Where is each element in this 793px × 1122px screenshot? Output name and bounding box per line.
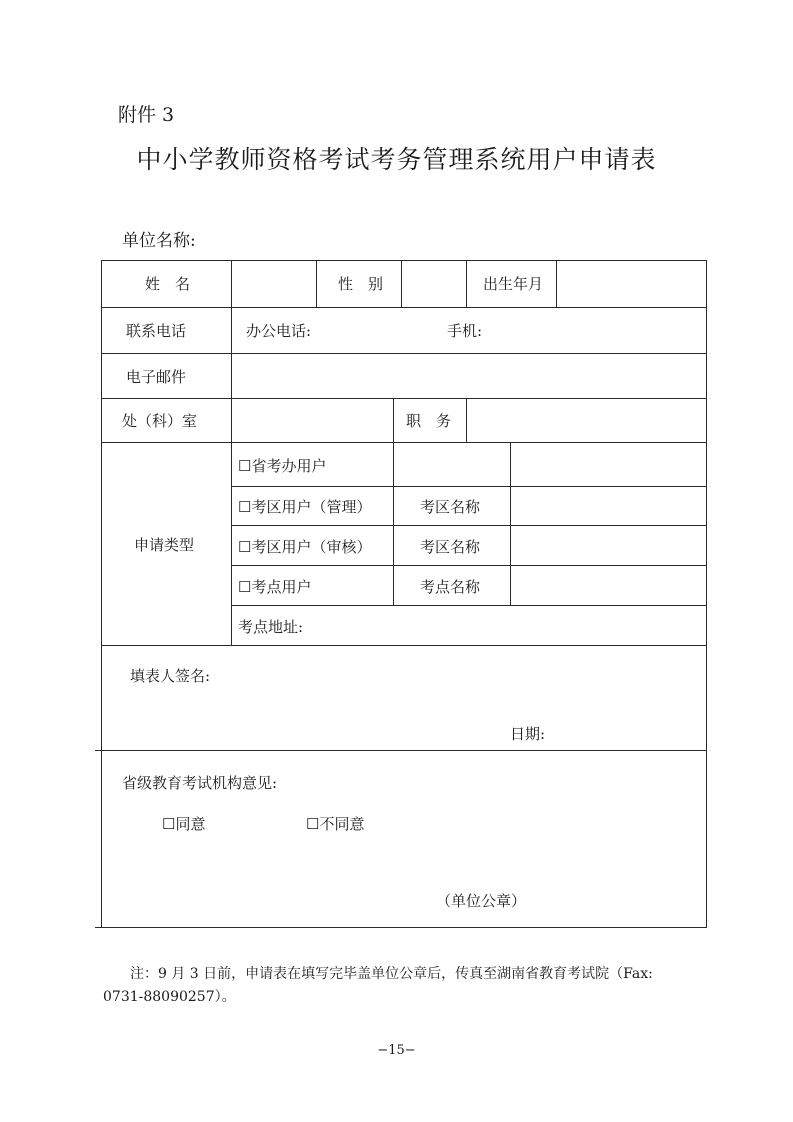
position-label: 职 务: [406, 412, 452, 430]
row-divider: [231, 605, 707, 606]
application-type-label: 申请类型: [134, 536, 195, 554]
unit-name-label: 单位名称:: [122, 231, 196, 251]
footnote: 注：9 月 3 日前，申请表在填写完毕盖单位公章后，传真至湖南省教育考试院（Fax:: [130, 966, 653, 982]
gender-label: 性 别: [338, 275, 384, 293]
row-divider: [231, 565, 707, 566]
contact-phone-label: 联系电话: [126, 322, 187, 340]
date-label: 日期:: [510, 725, 546, 743]
filler-signature-label: 填表人签名:: [130, 667, 211, 685]
footnote-fax: 0731-88090257）。: [103, 989, 236, 1005]
district-audit-checkbox[interactable]: ☐考区用户（审核）: [238, 538, 372, 556]
district-admin-checkbox[interactable]: ☐考区用户（管理）: [238, 498, 372, 516]
col-divider: [401, 260, 402, 307]
disagree-checkbox[interactable]: ☐不同意: [306, 815, 365, 833]
row-divider: [101, 353, 707, 354]
department-label: 处（科）室: [122, 412, 198, 430]
table-border-top: [101, 260, 707, 261]
row-divider: [101, 398, 707, 399]
table-border-left: [101, 260, 102, 928]
province-user-checkbox[interactable]: ☐省考办用户: [238, 457, 327, 475]
col-divider: [466, 398, 467, 442]
agree-checkbox[interactable]: ☐同意: [162, 815, 206, 833]
email-label: 电子邮件: [126, 368, 187, 386]
site-address-label: 考点地址:: [238, 618, 304, 636]
name-label: 姓 名: [145, 275, 191, 293]
mobile-label: 手机:: [447, 322, 483, 340]
row-divider: [101, 307, 707, 308]
attachment-label: 附件 3: [118, 104, 175, 126]
col-divider: [231, 260, 232, 645]
table-border-right: [706, 260, 707, 928]
district-name-label: 考区名称: [420, 498, 481, 516]
form-title: 中小学教师资格考试考务管理系统用户申请表: [136, 145, 657, 174]
table-border-bottom: [95, 927, 707, 928]
provincial-opinion-label: 省级教育考试机构意见:: [122, 774, 278, 792]
office-phone-label: 办公电话:: [246, 322, 312, 340]
col-divider: [393, 398, 394, 605]
row-divider: [231, 525, 707, 526]
col-divider: [510, 442, 511, 605]
row-divider: [231, 486, 707, 487]
site-user-checkbox[interactable]: ☐考点用户: [238, 578, 312, 596]
col-divider: [316, 260, 317, 307]
district-name-label: 考区名称: [420, 538, 481, 556]
birth-date-label: 出生年月: [483, 275, 544, 293]
page-number: −15−: [377, 1043, 416, 1058]
row-divider: [101, 442, 707, 443]
col-divider: [556, 260, 557, 307]
seal-label: （单位公章）: [436, 892, 527, 910]
site-name-label: 考点名称: [420, 578, 481, 596]
row-divider: [95, 750, 707, 751]
col-divider: [466, 260, 467, 307]
row-divider: [101, 645, 707, 646]
